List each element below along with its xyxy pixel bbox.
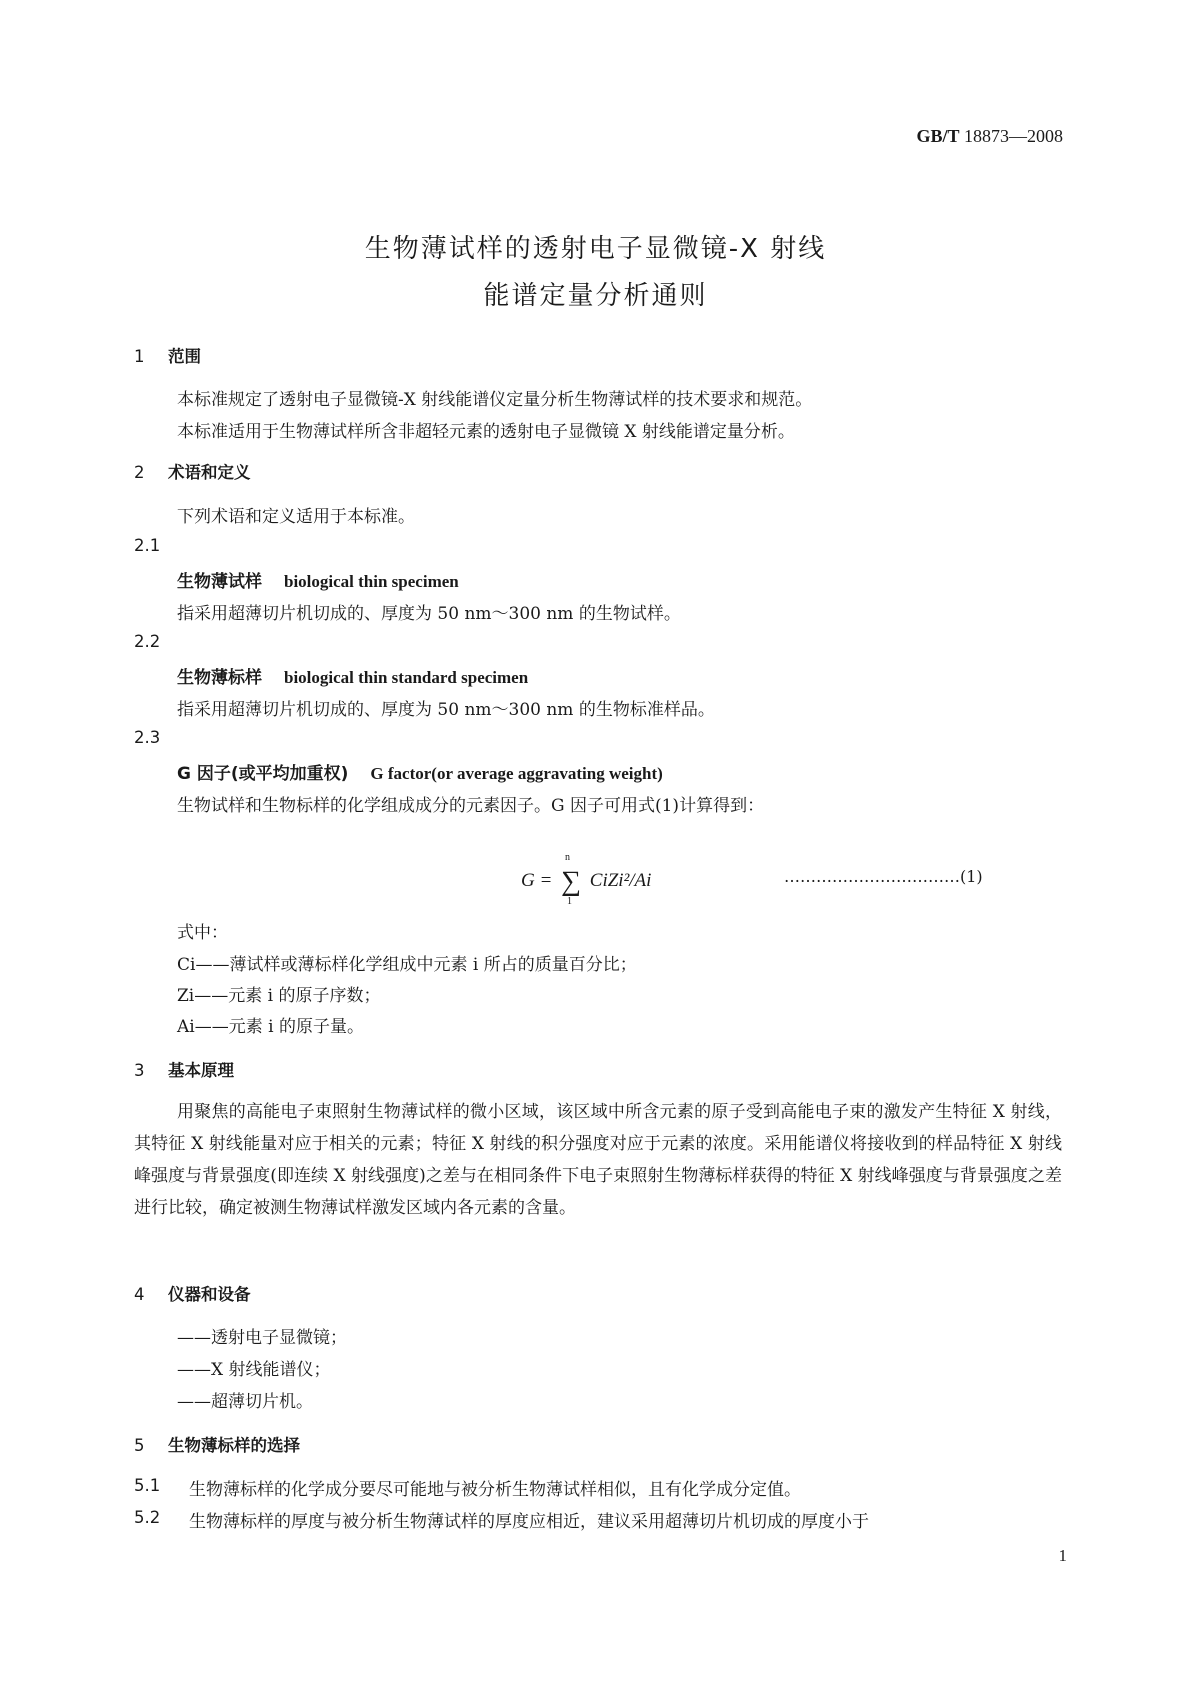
section-title: 术语和定义	[168, 463, 251, 482]
equipment-item-3: ——超薄切片机。	[177, 1392, 313, 1412]
section-title: 基本原理	[168, 1061, 234, 1080]
clause-2-2-number: 2.2	[134, 632, 161, 651]
term-2-1	[177, 567, 459, 592]
clause-5-2-text: 生物薄标样的厚度与被分析生物薄试样的厚度应相近，建议采用超薄切片机切成的厚度小于	[189, 1512, 869, 1532]
section-title: 仪器和设备	[168, 1285, 251, 1304]
standard-prefix: GB/T	[916, 126, 960, 146]
definition-2-2: 指采用超薄切片机切成的、厚度为 50 nm～300 nm 的生物标准样品。	[177, 700, 715, 720]
clause-2-3-number: 2.3	[134, 728, 161, 747]
section-1-para-2: 本标准适用于生物薄试样所含非超轻元素的透射电子显微镜 X 射线能谱定量分析。	[177, 422, 795, 442]
variable-ai: Ai——元素 i 的原子量。	[177, 1017, 364, 1037]
section-1-heading	[134, 343, 201, 367]
document-title-line1: 生物薄试样的透射电子显微镜-X 射线	[364, 234, 827, 264]
document-title-line2: 能谱定量分析通则	[483, 281, 708, 311]
section-number: 1	[134, 347, 145, 366]
term-2-2	[177, 663, 528, 688]
section-1-para-1: 本标准规定了透射电子显微镜-X 射线能谱仪定量分析生物薄试样的技术要求和规范。	[177, 390, 813, 410]
sum-upper-limit: n	[565, 852, 571, 863]
variable-ci: Ci——薄试样或薄标样化学组成中元素 i 所占的质量百分比；	[177, 955, 637, 975]
term-2-3	[177, 759, 663, 784]
term-en: biological thin specimen	[284, 572, 459, 591]
page-number: 1	[1058, 1546, 1067, 1565]
section-2-para: 下列术语和定义适用于本标准。	[177, 507, 415, 527]
where-label: 式中：	[177, 923, 228, 943]
clause-5-1-number: 5.1	[134, 1476, 161, 1495]
section-3-para: 用聚焦的高能电子束照射生物薄试样的微小区域，该区域中所含元素的原子受到高能电子束的激发产生特征 X 射线，其特征 X 射线能量对应于相关的元素；特征 X 射线的积分强度对应于元素的浓度。采用能谱仪将接收到的样品特征 X 射线峰强度与背景强度(即连续 X 射线强度)之差与在相同条件下电子束照射生物薄标样获得的特征 X 射线峰强度与背景强度之差进行比较，确定被测生物薄试样激发区域内各元素的含量。	[134, 1102, 1062, 1218]
equipment-item-2: ——X 射线能谱仪；	[177, 1360, 331, 1380]
definition-2-1: 指采用超薄切片机切成的、厚度为 50 nm～300 nm 的生物试样。	[177, 604, 681, 624]
section-number: 4	[134, 1285, 145, 1304]
formula-lhs: G =	[521, 870, 553, 891]
term-cn: G 因子(或平均加重权)	[177, 764, 349, 784]
definition-2-3: 生物试样和生物标样的化学组成成分的元素因子。G 因子可用式(1)计算得到：	[177, 796, 765, 816]
section-2-heading	[134, 459, 251, 483]
section-5-heading	[134, 1432, 300, 1456]
section-number: 2	[134, 463, 145, 482]
clause-5-1-text: 生物薄标样的化学成分要尽可能地与被分析生物薄试样相似，且有化学成分定值。	[189, 1480, 801, 1500]
clause-2-1-number: 2.1	[134, 536, 161, 555]
section-number: 5	[134, 1436, 145, 1455]
section-3-heading	[134, 1057, 234, 1081]
equipment-item-1: ——透射电子显微镜；	[177, 1328, 347, 1348]
section-number: 3	[134, 1061, 145, 1080]
section-4-heading	[134, 1281, 251, 1305]
variable-zi: Zi——元素 i 的原子序数；	[177, 986, 381, 1006]
standard-code	[916, 126, 1063, 147]
equation-number: ……………………………(1)	[784, 867, 983, 886]
sum-lower-limit: 1	[567, 896, 573, 907]
sigma-symbol: ∑ n 1	[561, 852, 582, 907]
section-title: 生物薄标样的选择	[168, 1436, 300, 1455]
term-en: biological thin standard specimen	[284, 668, 529, 687]
standard-number: 18873—2008	[964, 126, 1063, 146]
formula-1	[521, 852, 652, 907]
formula-rhs: CiZi²/Ai	[589, 870, 652, 891]
clause-5-2-number: 5.2	[134, 1508, 161, 1527]
term-en: G factor(or average aggravating weight)	[370, 764, 663, 783]
section-title: 范围	[168, 347, 201, 366]
term-cn: 生物薄试样	[177, 572, 262, 592]
term-cn: 生物薄标样	[177, 668, 262, 688]
